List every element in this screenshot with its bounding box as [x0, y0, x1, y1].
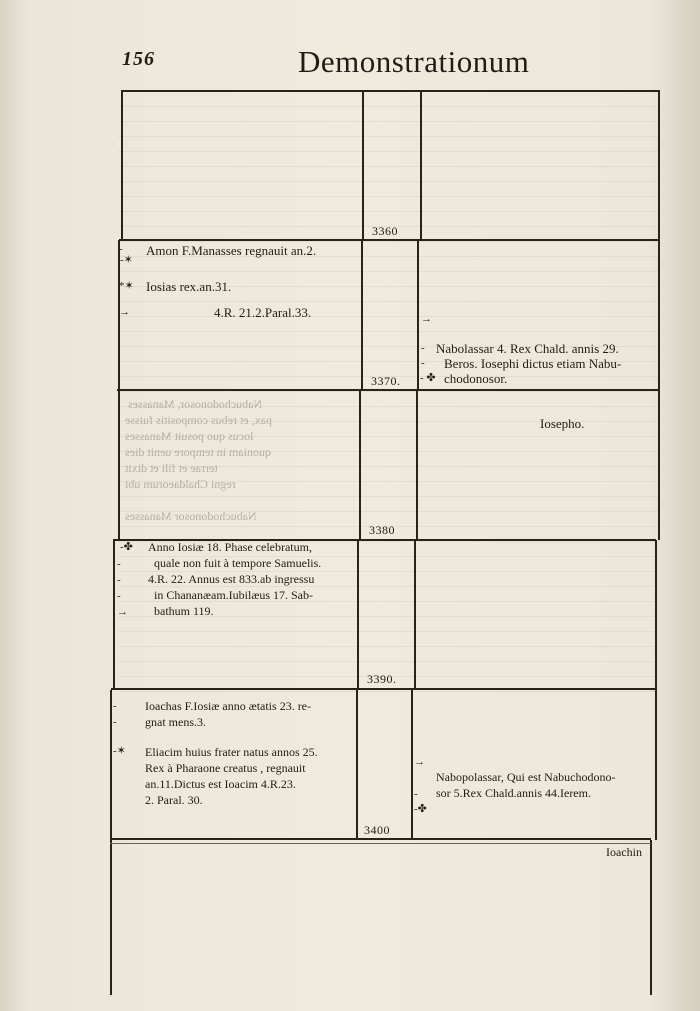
dash-mark: -: [117, 574, 121, 586]
catchword: Ioachin: [606, 845, 642, 859]
entry-text: in Chananæam.Iubilæus 17. Sab-: [154, 588, 313, 602]
entry-text: Nabopolassar, Qui est Nabuchodono-: [436, 770, 616, 784]
bleed-through-text: locus quo posuit Manasses: [125, 429, 254, 443]
dash-mark: -: [414, 788, 418, 800]
arrow-mark: →: [414, 756, 425, 768]
column-divider: [356, 690, 358, 840]
star-mark: -✶: [120, 254, 133, 266]
page-number: 156: [122, 48, 155, 70]
entry-text: Rex à Pharaone creatus , regnauit: [145, 761, 306, 775]
year-label: 3360: [372, 224, 398, 238]
arrow-mark: →: [119, 306, 130, 318]
year-label: 3400: [364, 823, 390, 837]
dash-mark: -: [421, 342, 425, 354]
entry-text: Anno Iosiæ 18. Phase celebratum,: [148, 540, 312, 554]
entry-text: bathum 119.: [154, 604, 214, 618]
entry-text: gnat mens.3.: [145, 715, 206, 729]
column-divider: [417, 240, 419, 390]
entry-text: 4.R. 21.2.Paral.33.: [214, 305, 312, 320]
year-label: 3390.: [367, 672, 397, 686]
arrow-mark: →: [117, 606, 128, 618]
column-divider: [411, 690, 413, 840]
entry-text: sor 5.Rex Chald.annis 44.Ierem.: [436, 786, 591, 800]
entry-text: 2. Paral. 30.: [145, 793, 203, 807]
right-border: [650, 840, 652, 995]
dash-mark: -: [113, 700, 117, 712]
column-divider: [414, 540, 416, 690]
bleed-through-text: pax, et rebus compositis fuisse: [125, 413, 272, 427]
ornament-mark: -✤: [120, 541, 133, 553]
dash-mark: -: [421, 357, 425, 369]
entry-text: Iosias rex.an.31.: [146, 279, 232, 294]
star-mark: *✶: [119, 280, 134, 292]
arrow-mark: →: [421, 313, 432, 325]
star-mark: -✶: [113, 745, 126, 757]
left-border: [113, 540, 115, 690]
column-divider: [361, 240, 363, 390]
entry-text: Nabolassar 4. Rex Chald. annis 29.: [436, 341, 619, 356]
row-separator: [111, 688, 655, 690]
row-separator-thin: [110, 843, 651, 844]
row-separator: [117, 389, 658, 391]
top-rule: [121, 90, 660, 92]
column-divider: [362, 92, 364, 240]
bleed-through-text: Nabuchodonosor Manasses: [125, 509, 257, 523]
entry-text: 4.R. 22. Annus est 833.ab ingressu: [148, 572, 315, 586]
right-border: [658, 90, 660, 540]
dash-mark: -: [117, 558, 121, 570]
dash-mark: -: [117, 590, 121, 602]
entry-text: Beros. Iosephi dictus etiam Nabu-: [444, 356, 622, 371]
bleed-through-text: terrae et fili et dixit: [125, 461, 218, 475]
bleed-through-text: Nabuchodonosor, Manasses: [128, 397, 263, 411]
column-divider: [359, 390, 361, 540]
dash-mark: -: [113, 716, 117, 728]
row-separator: [119, 239, 659, 241]
entry-text: Ioachas F.Iosiæ anno ætatis 23. re-: [145, 699, 312, 713]
entry-text: Amon F.Manasses regnauit an.2.: [146, 243, 317, 258]
row-separator: [110, 838, 651, 840]
right-border: [655, 540, 657, 840]
dash-mark: -: [119, 243, 123, 255]
year-label: 3370.: [371, 374, 401, 388]
entry-text: Iosepho.: [540, 416, 585, 431]
left-border: [121, 90, 123, 240]
bleed-through-text: quoniam in tempore uenit dies: [125, 445, 271, 459]
entry-text: quale non fuit à tempore Samuelis.: [154, 556, 322, 570]
entry-text: an.11.Dictus est Ioacim 4.R.23.: [145, 777, 296, 791]
ornament-mark: - ✤: [420, 372, 436, 384]
entry-text: Eliacim huius frater natus annos 25.: [145, 745, 318, 759]
bleed-through-text: regni Chaldaeorum ubi: [125, 477, 236, 491]
ornament-mark: -✤: [414, 803, 427, 815]
column-divider: [416, 390, 418, 540]
column-divider: [357, 540, 359, 690]
year-label: 3380: [369, 523, 395, 537]
column-divider: [420, 92, 422, 240]
entry-text: chodonosor.: [444, 371, 508, 386]
page-title: Demonstrationum: [298, 44, 530, 79]
